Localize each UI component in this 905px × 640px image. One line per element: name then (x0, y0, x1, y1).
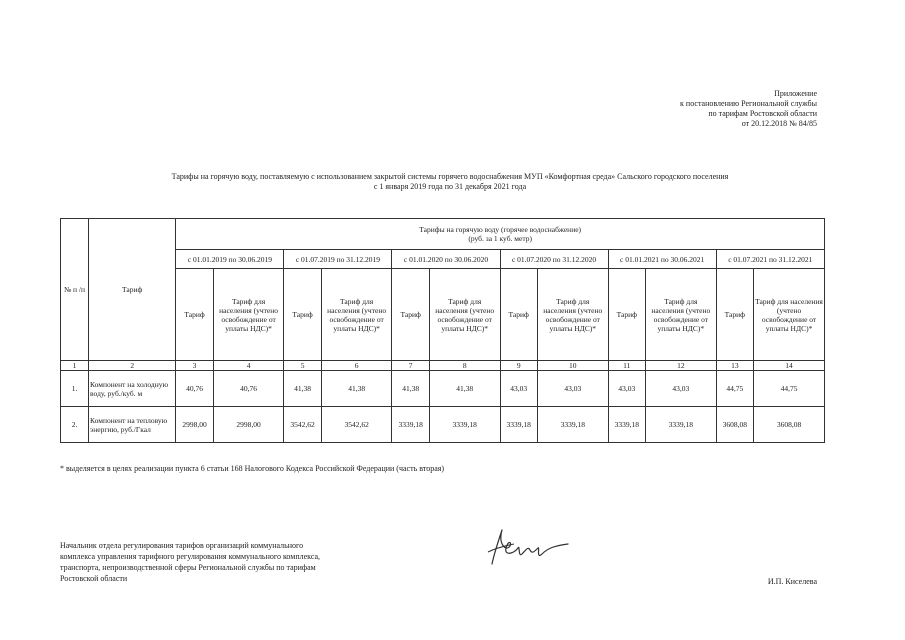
row-name: Компонент на холодную воду, руб./куб. м (89, 371, 176, 407)
table-cell: 41,38 (392, 371, 429, 407)
column-number: 11 (608, 361, 645, 371)
column-number: 9 (500, 361, 537, 371)
subheader-population-tariff: Тариф для населения (учтено освобождение от уплаты НДС)* (213, 269, 284, 361)
table-cell: 2998,00 (213, 407, 284, 443)
subheader-population-tariff: Тариф для населения (учтено освобождение от уплаты НДС)* (321, 269, 392, 361)
table-cell: 44,75 (716, 371, 753, 407)
table-cell: 3339,18 (429, 407, 500, 443)
table-cell: 43,03 (500, 371, 537, 407)
table-cell: 3339,18 (392, 407, 429, 443)
table-cell: 41,38 (284, 371, 321, 407)
column-number: 14 (754, 361, 825, 371)
column-number: 13 (716, 361, 753, 371)
period-header: с 01.07.2020 по 31.12.2020 (500, 250, 608, 269)
table-cell: 40,76 (176, 371, 213, 407)
table-cell: 43,03 (608, 371, 645, 407)
column-number: 8 (429, 361, 500, 371)
subheader-tariff: Тариф (716, 269, 753, 361)
column-number: 4 (213, 361, 284, 371)
row-number: 1. (61, 371, 89, 407)
header-group (176, 219, 825, 250)
table-row (61, 371, 825, 407)
subheader-population-tariff: Тариф для населения (учтено освобождение от уплаты НДС)* (754, 269, 825, 361)
footnote: * выделяется в целях реализации пункта 6 статьи 168 Налогового Кодекса Российской Федерации (часть вторая) (60, 464, 445, 473)
column-number: 2 (89, 361, 176, 371)
table-cell: 3339,18 (537, 407, 608, 443)
document-title (60, 172, 840, 192)
header-group-line: Тарифы на горячую воду (горячее водоснабжение) (419, 225, 582, 234)
column-number: 6 (321, 361, 392, 371)
subheader-population-tariff: Тариф для населения (учтено освобождение от уплаты НДС)* (429, 269, 500, 361)
column-number: 10 (537, 361, 608, 371)
column-number: 3 (176, 361, 213, 371)
position-line: Начальник отдела регулирования тарифов организаций коммунального (60, 541, 304, 550)
subheader-tariff: Тариф (284, 269, 321, 361)
column-number-row (61, 361, 825, 371)
table-cell: 43,03 (537, 371, 608, 407)
tariff-table (60, 218, 825, 443)
position-line: транспорта, непроизводственной сферы Региональной службы по тарифам (60, 563, 316, 572)
table-cell: 40,76 (213, 371, 284, 407)
title-line: Тарифы на горячую воду, поставляемую с использованием закрытой системы горячего водоснабжения МУП «Комфортная среда» Сальского городского поселения (171, 172, 729, 181)
table-cell: 3608,08 (716, 407, 753, 443)
subheader-tariff: Тариф (392, 269, 429, 361)
table-cell: 3542,62 (321, 407, 392, 443)
header-tariff: Тариф (89, 219, 176, 361)
column-number: 5 (284, 361, 321, 371)
period-header: с 01.07.2019 по 31.12.2019 (284, 250, 392, 269)
column-number: 12 (645, 361, 716, 371)
signatory-position (60, 540, 380, 584)
appendix-header (680, 89, 817, 129)
table-cell: 3608,08 (754, 407, 825, 443)
table-cell: 3542,62 (284, 407, 321, 443)
table-cell: 3339,18 (608, 407, 645, 443)
position-line: Ростовской области (60, 574, 128, 583)
appendix-line: по тарифам Ростовской области (708, 109, 817, 118)
table-cell: 41,38 (429, 371, 500, 407)
row-number: 2. (61, 407, 89, 443)
period-header: с 01.07.2021 по 31.12.2021 (716, 250, 824, 269)
subheader-population-tariff: Тариф для населения (учтено освобождение от уплаты НДС)* (645, 269, 716, 361)
column-number: 1 (61, 361, 89, 371)
table-cell: 43,03 (645, 371, 716, 407)
header-row-number: № п /п (61, 219, 89, 361)
handwritten-signature (484, 524, 574, 572)
signatory-name: И.П. Киселева (767, 577, 817, 586)
table-row (61, 407, 825, 443)
appendix-line: Приложение (774, 89, 817, 98)
column-number: 7 (392, 361, 429, 371)
position-line: комплекса управления тарифного регулирования коммунального комплекса, (60, 552, 321, 561)
table-cell: 44,75 (754, 371, 825, 407)
period-header: с 01.01.2021 по 30.06.2021 (608, 250, 716, 269)
table-cell: 3339,18 (645, 407, 716, 443)
appendix-line: от 20.12.2018 № 84/85 (741, 119, 817, 128)
appendix-line: к постановлению Региональной службы (680, 99, 817, 108)
subheader-tariff: Тариф (608, 269, 645, 361)
row-name: Компонент на тепловую энергию, руб./Гкал (89, 407, 176, 443)
period-header: с 01.01.2020 по 30.06.2020 (392, 250, 500, 269)
subheader-population-tariff: Тариф для населения (учтено освобождение от уплаты НДС)* (537, 269, 608, 361)
table-cell: 3339,18 (500, 407, 537, 443)
period-header: с 01.01.2019 по 30.06.2019 (176, 250, 284, 269)
subheader-tariff: Тариф (500, 269, 537, 361)
table-cell: 2998,00 (176, 407, 213, 443)
title-line: с 1 января 2019 года по 31 декабря 2021 года (373, 182, 527, 191)
subheader-tariff: Тариф (176, 269, 213, 361)
header-group-line: (руб. за 1 куб. метр) (468, 234, 532, 243)
table-cell: 41,38 (321, 371, 392, 407)
